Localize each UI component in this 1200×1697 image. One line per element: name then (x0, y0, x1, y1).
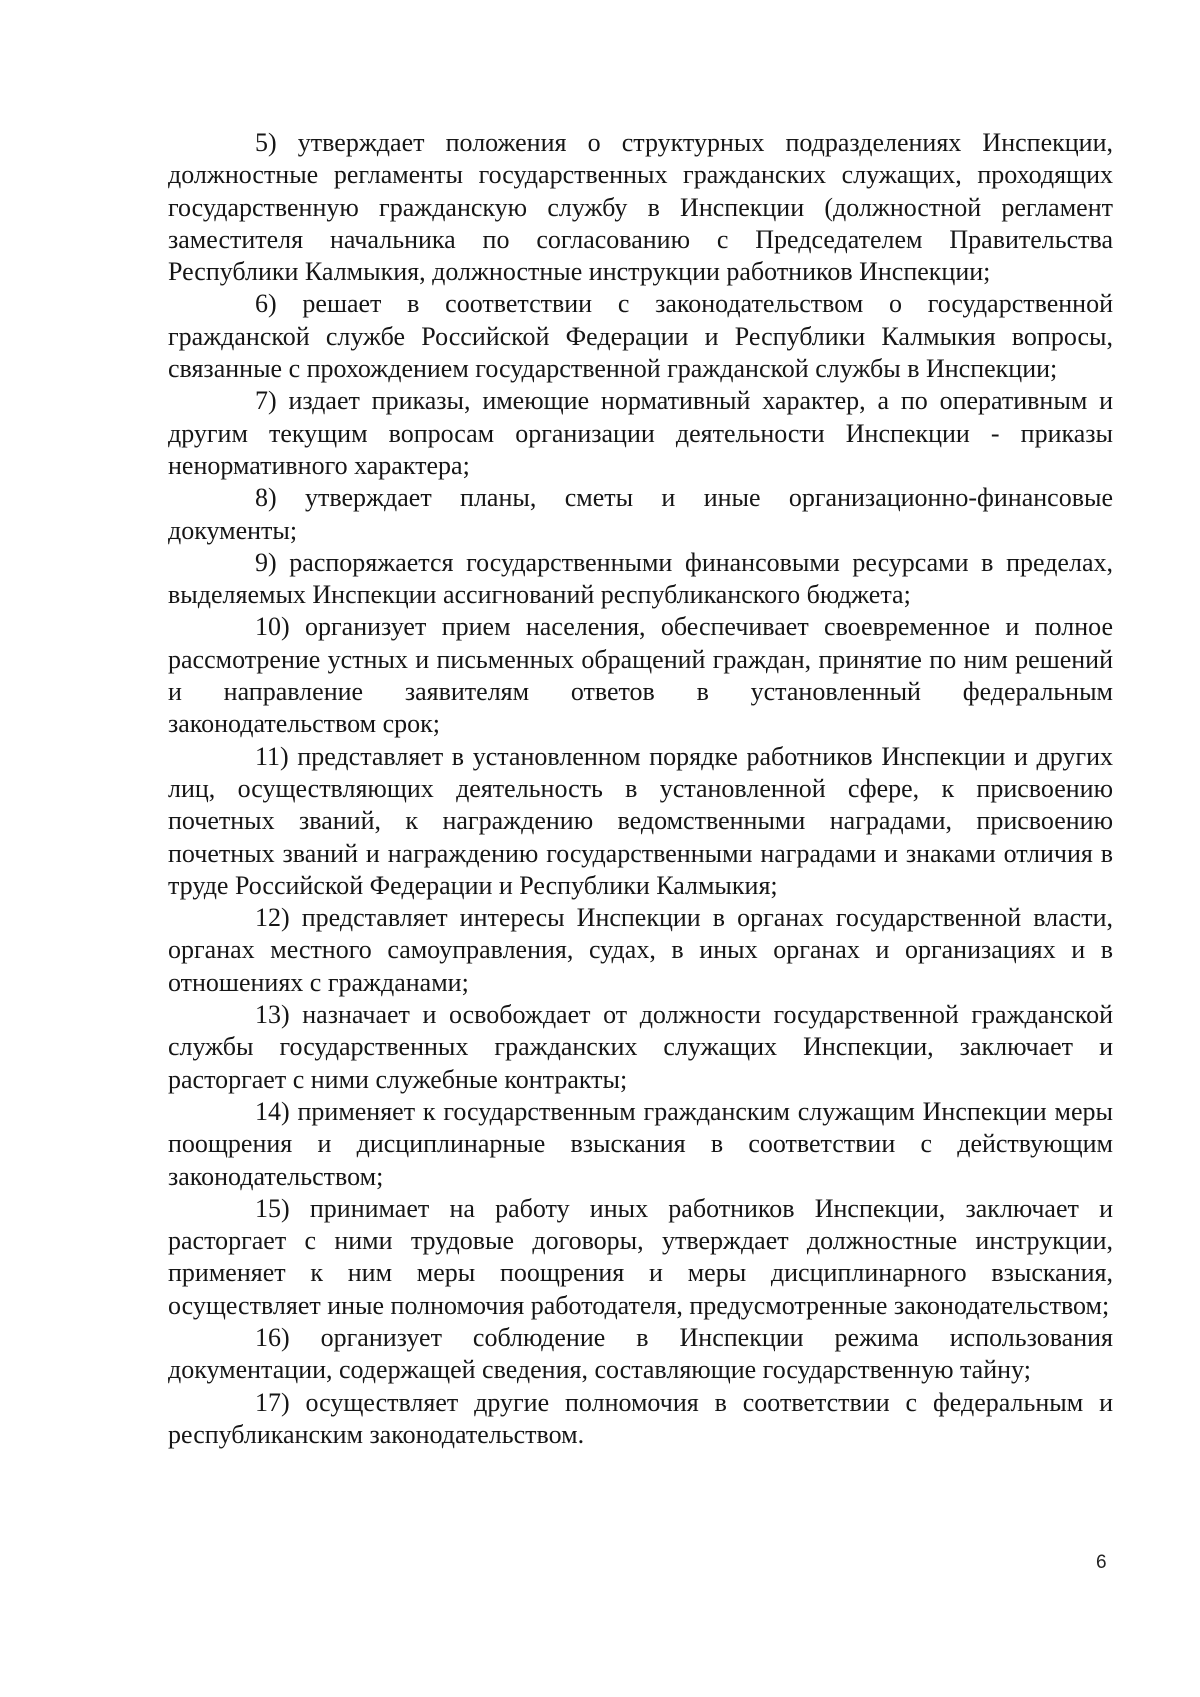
document-body (168, 127, 1113, 1451)
list-item-17: 17) осуществляет другие полномочия в соответствии с федеральным и республиканским законодательством. (168, 1387, 1113, 1449)
page-number: 6 (1096, 1552, 1107, 1573)
list-item-13: 13) назначает и освобождает от должности государственной гражданской службы государственных гражданских служащих Инспекции, заключает и расторгает с ними служебные контракты; (168, 1000, 1113, 1094)
list-item-10: 10) организует прием населения, обеспечивает своевременное и полное рассмотрение устных и письменных обращений граждан, принятие по ним решений и направление заявителям ответов в установленный федеральным законодательством срок; (168, 612, 1113, 739)
list-item-6: 6) решает в соответствии с законодательством о государственной гражданской службе Российской Федерации и Республики Калмыкия вопросы, связанные с прохождением государственной гражданской службы в Инспекции; (168, 289, 1113, 384)
list-item-16: 16) организует соблюдение в Инспекции режима использования документации, содержащей сведения, составляющие государственную тайну; (168, 1322, 1113, 1385)
list-item-7: 7) издает приказы, имеющие нормативный характер, а по оперативным и другим текущим вопросам организации деятельности Инспекции - приказы ненормативного характера; (168, 386, 1113, 480)
list-item-5: 5) утверждает положения о структурных подразделениях Инспекции, должностные регламенты государственных гражданских служащих, проходящих государственную гражданскую службу в Инспекции (должностной регламент заместителя начальника по согласованию с Председателем Правительства Республики Калмыкия, должностные инструкции работников Инспекции; (168, 128, 1113, 287)
list-item-12: 12) представляет интересы Инспекции в органах государственной власти, органах местного самоуправления, судах, в иных органах и организациях и в отношениях с гражданами; (168, 903, 1113, 997)
list-item-15: 15) принимает на работу иных работников Инспекции, заключает и расторгает с ними трудовые договоры, утверждает должностные инструкции, применяет к ним меры поощрения и меры дисциплинарного взыскания, осуществляет иные полномочия работодателя, предусмотренные законодательством; (168, 1193, 1113, 1320)
list-item-9: 9) распоряжается государственными финансовыми ресурсами в пределах, выделяемых Инспекции ассигнований республиканского бюджета; (168, 547, 1113, 610)
list-item-14: 14) применяет к государственным гражданским служащим Инспекции меры поощрения и дисциплинарные взыскания в соответствии с действующим законодательством; (168, 1096, 1113, 1191)
list-item-11: 11) представляет в установленном порядке работников Инспекции и других лиц, осуществляющих деятельность в установленной сфере, к присвоению почетных званий, к награждению ведомственными наградами, присвоению почетных званий и награждению государственными наградами и знаками отличия в труде Российской Федерации и Республики Калмыкия; (168, 741, 1113, 900)
list-item-8: 8) утверждает планы, сметы и иные организационно-финансовые документы; (168, 483, 1113, 545)
